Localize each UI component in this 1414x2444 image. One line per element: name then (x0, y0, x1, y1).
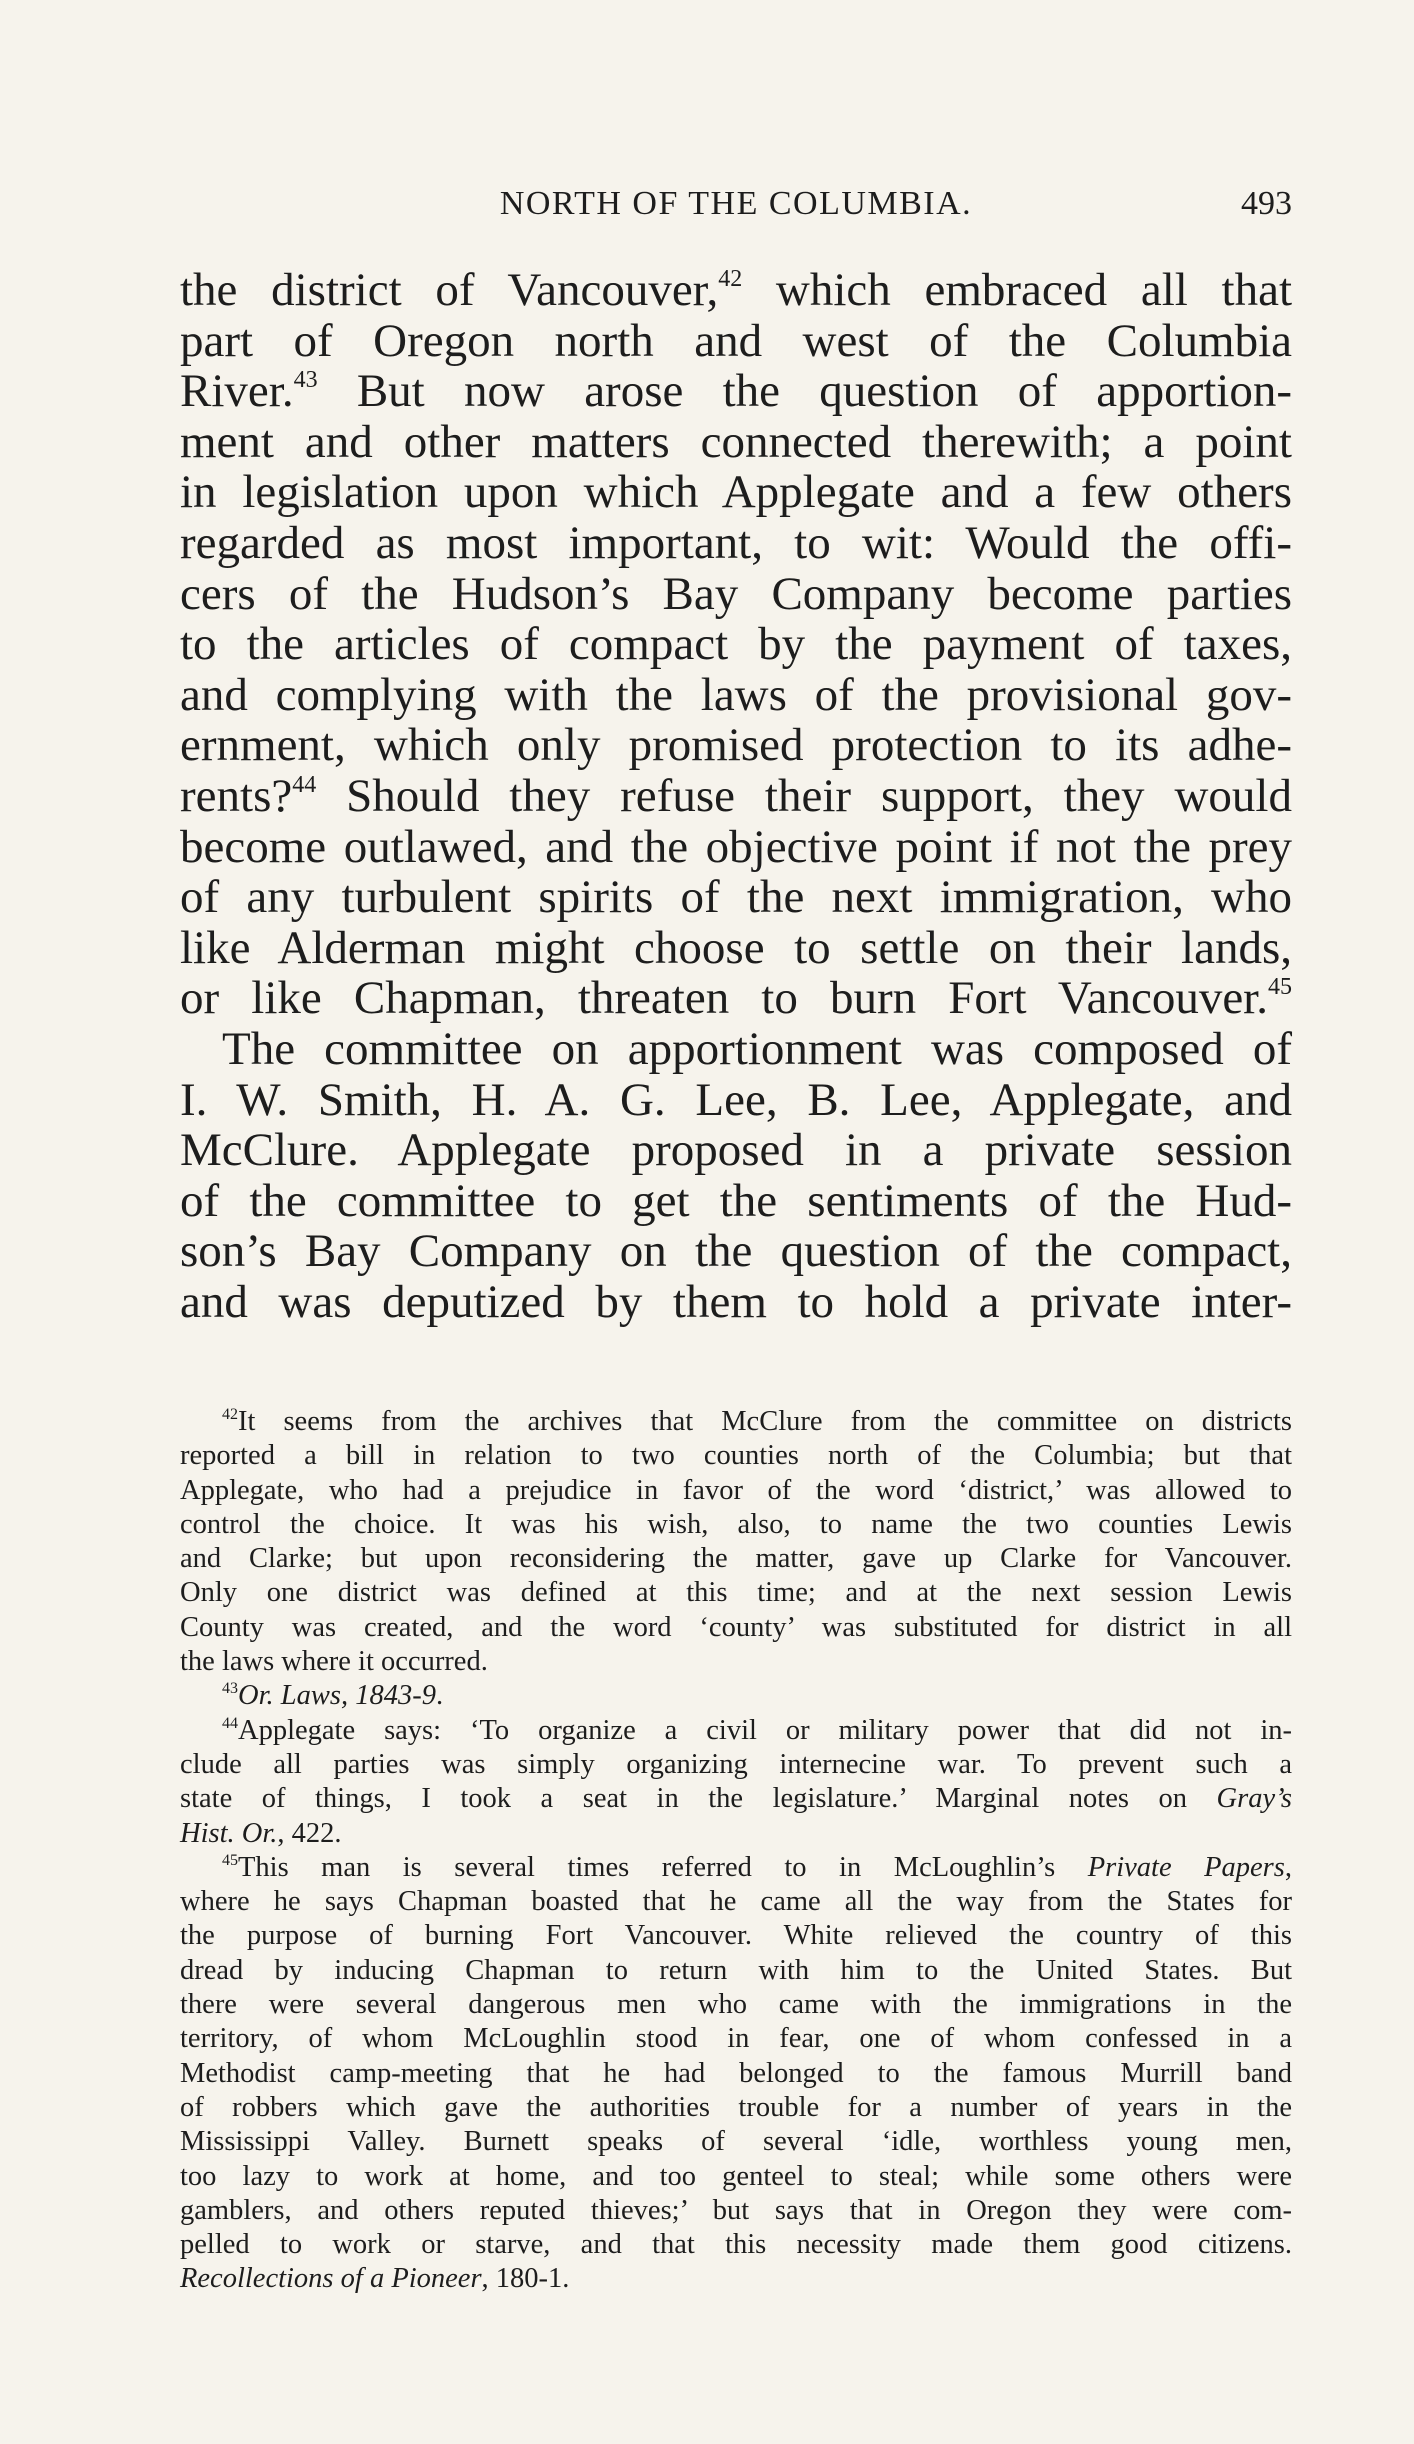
footnote-line: dread by inducing Chapman to return with him to the United States. But (180, 1954, 1292, 1986)
footnote-line: and Clarke; but upon reconsidering the matter, gave up Clarke for Vancouver. (180, 1543, 1292, 1575)
footnote-45: $^{45}$This man is several times referred to in McLoughlin’s Private Papers, (222, 1851, 1292, 1883)
body-line: of the committee to get the sentiments of the Hud- (180, 1174, 1292, 1227)
body-line: to the articles of compact by the payment of taxes, (180, 618, 1292, 671)
footnote-line: territory, of whom McLoughlin stood in fear, one of whom confessed in a (180, 2023, 1292, 2055)
footnote-line: Applegate, who had a prejudice in favor of the word ‘district,’ was allowed to (180, 1474, 1292, 1506)
body-line: the district of Vancouver,$^{42}$ which embraced all that (180, 264, 1293, 316)
body-line: The committee on apportionment was composed of (222, 1022, 1292, 1075)
footnote-line: the laws where it occurred. (180, 1646, 488, 1678)
footnote-line: control the choice. It was his wish, also, to name the two counties Lewis (180, 1508, 1292, 1540)
footnote-line: Hist. Or., 422. (180, 1817, 342, 1849)
footnote-43: $^{43}$Or. Laws, 1843-9. (222, 1680, 444, 1712)
footnote-number: 42 (222, 1406, 238, 1423)
footnote-number: 44 (222, 1714, 238, 1732)
running-head (180, 185, 1292, 225)
footnote-line: reported a bill in relation to two counties north of the Columbia; but that (180, 1440, 1292, 1472)
page-number: 493 (1241, 185, 1292, 222)
body-line: become outlawed, and the objective point if not the prey (180, 820, 1292, 873)
citation: Or. Laws, 1843-9 (238, 1680, 436, 1712)
footnote-ref[interactable]: 43 (293, 367, 318, 394)
body-line: like Alderman might choose to settle on their lands, (180, 921, 1292, 974)
body-line: part of Oregon north and west of the Columbia (180, 314, 1292, 367)
body-line: ment and other matters connected therewith; a point (180, 415, 1292, 468)
body-line: River.$^{43}$ But now arose the question of apportion- (180, 365, 1292, 418)
footnote-line: gamblers, and others reputed thieves;’ but says that in Oregon they were com- (180, 2194, 1292, 2226)
running-head-title: NORTH OF THE COLUMBIA. (499, 185, 973, 222)
footnote-line: where he says Chapman boasted that he came all the way from the States for (180, 1886, 1292, 1918)
body-line: regarded as most important, to wit: Would the offi- (180, 516, 1292, 569)
body-line: of any turbulent spirits of the next immigration, who (180, 871, 1292, 924)
body-line: or like Chapman, threaten to burn Fort Vancouver.$^{45}$ (180, 972, 1292, 1025)
footnote-line: clude all parties was simply organizing internecine war. To prevent such a (180, 1748, 1292, 1780)
footnote-ref[interactable]: 45 (1268, 974, 1292, 1001)
footnote-ref[interactable]: 42 (718, 266, 743, 292)
body-line: ernment, which only promised protection to its adhe- (180, 719, 1292, 772)
body-line: and complying with the laws of the provisional gov- (180, 668, 1292, 721)
body-line: son’s Bay Company on the question of the compact, (180, 1225, 1292, 1278)
footnote-line: state of things, I took a seat in the legislature.’ Marginal notes on Gray’s (180, 1783, 1292, 1815)
body-text (180, 265, 1292, 1327)
footnote-number: 43 (222, 1680, 238, 1698)
citation: Recollections of a Pioneer (180, 2263, 482, 2295)
footnote-line: Recollections of a Pioneer, 180-1. (180, 2263, 570, 2295)
footnote-number: 45 (222, 1851, 238, 1869)
body-line: McClure. Applegate proposed in a private session (180, 1124, 1292, 1177)
footnote-line: Mississippi Valley. Burnett speaks of several ‘idle, worthless young men, (180, 2126, 1292, 2158)
footnote-line: there were several dangerous men who came with the immigrations in the (180, 1989, 1292, 2021)
footnote-line: the purpose of burning Fort Vancouver. White relieved the country of this (180, 1920, 1292, 1952)
footnote-line: pelled to work or starve, and that this necessity made them good citizens. (180, 2229, 1292, 2261)
footnote-line: Only one district was defined at this time; and at the next session Lewis (180, 1577, 1292, 1609)
footnote-line: Methodist camp-meeting that he had belonged to the famous Murrill band (180, 2057, 1292, 2089)
body-line: and was deputized by them to hold a private inter- (180, 1275, 1292, 1328)
footnote-line: County was created, and the word ‘county’ was substituted for district in all (180, 1611, 1292, 1643)
body-line: rents?$^{44}$ Should they refuse their support, they would (180, 769, 1292, 822)
body-line: cers of the Hudson’s Bay Company become parties (180, 567, 1292, 620)
footnotes (180, 1405, 1292, 2297)
footnote-ref[interactable]: 44 (292, 771, 317, 798)
footnote-44: $^{44}$Applegate says: ‘To organize a civil or military power that did not in- (222, 1714, 1292, 1746)
body-line: in legislation upon which Applegate and a few others (180, 466, 1292, 519)
footnote-line: of robbers which gave the authorities trouble for a number of years in the (180, 2091, 1292, 2123)
footnote-42: $^{42}$It seems from the archives that McClure from the committee on districts (222, 1406, 1292, 1437)
body-line: I. W. Smith, H. A. G. Lee, B. Lee, Applegate, and (180, 1073, 1292, 1126)
footnote-line: too lazy to work at home, and too genteel to steal; while some others were (180, 2160, 1292, 2192)
